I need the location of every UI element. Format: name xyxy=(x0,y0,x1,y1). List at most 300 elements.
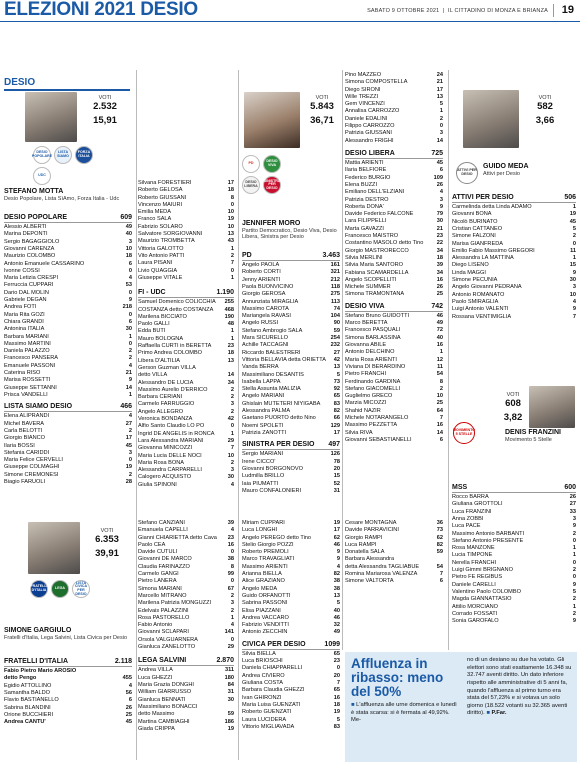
candidate-row xyxy=(4,224,132,231)
candidate-info-motta xyxy=(4,188,132,202)
candidate-row-name: Salvatore SORGIOVANNI xyxy=(138,231,203,238)
candidate-row xyxy=(138,600,234,607)
candidate-row-name: Gerson Guzman VILLA xyxy=(138,364,196,371)
candidate-row-name: Veronica BONDANZA xyxy=(138,416,193,423)
candidate-row-votes: 99 xyxy=(227,571,234,578)
party-header xyxy=(242,441,340,450)
candidate-row-votes: 7 xyxy=(439,414,443,421)
candidate-row-votes: 3 xyxy=(572,516,576,522)
candidate-row xyxy=(138,593,234,600)
candidate-row-name: Marilena BICCIATO xyxy=(138,313,187,320)
party-list-attivi xyxy=(452,190,576,321)
candidate-row-votes: 2 xyxy=(230,607,234,614)
candidate-row-name: Maurizio COLOMBO xyxy=(4,253,56,260)
candidate-row xyxy=(242,386,340,393)
candidate-row xyxy=(138,321,234,328)
candidate-row-votes: 82 xyxy=(333,571,340,578)
square-bullet-icon: ■ xyxy=(351,702,355,708)
votes-percent: 3,82 xyxy=(503,412,523,424)
candidate-row-name: Stefano GIACOMELLI xyxy=(345,385,401,392)
candidate-row-name: Roberto GELOSA xyxy=(138,187,183,194)
candidate-row-votes: 25 xyxy=(436,400,443,407)
candidate-row-votes: 11 xyxy=(570,247,576,254)
candidate-row-votes: 13 xyxy=(333,364,340,371)
candidate-row xyxy=(242,473,340,480)
candidate-row-name: Maurizio TROMBETTA xyxy=(138,238,195,245)
candidate-row xyxy=(138,195,234,202)
column-divider xyxy=(448,70,449,650)
candidate-row-votes: 45 xyxy=(569,218,576,225)
candidate-row-votes: 48 xyxy=(227,321,234,328)
candidate-row-name: Angelo RUSSI xyxy=(242,320,279,327)
candidate-row-votes: 19 xyxy=(333,520,340,526)
candidate-row-votes: 4 xyxy=(230,622,234,629)
candidate-row xyxy=(345,527,443,534)
candidate-row-name: Giovanna MINICOZZI xyxy=(138,445,193,452)
candidate-row-name: Silvia Maria SANTORO xyxy=(345,262,404,269)
candidate-row-name: Linda MAGGI xyxy=(452,269,486,276)
candidate-row-votes: 4 xyxy=(128,362,132,369)
candidate-row-votes: 22 xyxy=(436,240,443,247)
candidate-row-name: Davide Federico FALCONE xyxy=(345,211,414,218)
candidate-row xyxy=(242,717,340,724)
candidate-row-name: Alessandra LA MATTINA xyxy=(452,255,514,262)
candidate-row-name: Silvia RIVA xyxy=(345,429,373,436)
candidate-row-name: Vittoria BELLAVIA detta ORIETTA xyxy=(242,356,326,363)
candidate-row-name: Marina DEPONTI xyxy=(4,231,48,238)
candidate-row-name: Sonia GAROFALO xyxy=(452,618,499,625)
candidate-row xyxy=(345,400,443,407)
candidate-row xyxy=(242,335,340,342)
candidate-row-name: William GIARRUSSO xyxy=(138,689,192,696)
candidate-row-votes: 212 xyxy=(330,276,340,283)
candidate-row xyxy=(138,467,234,474)
candidate-row-votes: 36 xyxy=(436,520,443,526)
candidate-row-votes: 275 xyxy=(330,291,340,298)
candidate-row xyxy=(138,682,234,689)
candidate-row-name: Alessandro FRIGHI xyxy=(345,137,394,144)
candidate-row xyxy=(138,438,234,445)
candidate-row xyxy=(345,87,443,94)
party-total: 466 xyxy=(120,403,132,411)
candidate-row xyxy=(345,101,443,108)
candidate-row-name: Luca FRANZINI xyxy=(452,508,492,515)
candidate-row xyxy=(138,350,234,357)
candidate-row xyxy=(452,531,576,538)
candidate-row-name: Barbara CERIANI xyxy=(138,394,183,401)
candidate-row-votes: 1 xyxy=(439,108,443,115)
candidate-row-votes: 45 xyxy=(125,442,132,449)
candidate-row xyxy=(4,464,132,471)
candidate-row-name: Andrea VACCARO xyxy=(242,614,289,621)
candidate-row-name: Alfio Santo Claudio LO PO xyxy=(138,423,205,430)
candidate-row xyxy=(452,226,576,233)
candidate-row xyxy=(242,695,340,702)
candidate-row-name: Patrizia ZANOTTI xyxy=(242,429,287,436)
candidate-row-name: COSTANZA detto COSTANZA xyxy=(138,306,214,313)
candidate-row-votes: 19 xyxy=(125,464,132,471)
candidate-row-name: Roberto CORTI xyxy=(242,269,281,276)
candidate-row xyxy=(138,260,234,267)
candidate-row-name: Flavio BASTIANELLO xyxy=(4,697,59,704)
candidate-row-name: Antonio Emanuele CASSARINO xyxy=(4,260,85,267)
candidate-row xyxy=(242,401,340,408)
udc-logo-icon: UDC xyxy=(33,167,51,185)
candidate-row xyxy=(345,72,443,79)
candidate-row-votes: 27 xyxy=(333,349,340,356)
candidate-row xyxy=(242,430,340,437)
candidate-row-votes: 5 xyxy=(336,371,340,378)
party-total: 497 xyxy=(328,441,340,449)
candidate-row-votes: 30 xyxy=(125,326,132,333)
column-divider xyxy=(238,70,239,760)
candidate-row-name: Nicolò BURINATO xyxy=(452,218,498,225)
candidate-row-votes: 13 xyxy=(227,357,234,364)
party-name: DESIO LIBERA xyxy=(345,149,395,157)
candidate-row xyxy=(4,450,132,457)
candidate-row-votes: 84 xyxy=(227,682,234,689)
candidate-row xyxy=(452,596,576,603)
candidate-row-votes: 0 xyxy=(128,457,132,464)
candidate-row xyxy=(345,284,443,291)
candidate-row-name: Gianni CHIARIETTA detto Cava xyxy=(138,534,217,541)
candidate-row xyxy=(345,226,443,233)
candidate-row xyxy=(345,386,443,393)
candidate-row xyxy=(138,445,234,452)
candidate-row-votes: 54 xyxy=(436,563,443,570)
candidate-row-name: detto VILLA xyxy=(138,372,168,379)
candidate-row xyxy=(138,358,234,365)
candidate-row-name: Edda BUTI xyxy=(138,328,166,335)
candidate-row-name: Luca BRIOSCHI xyxy=(242,658,283,665)
candidate-row xyxy=(452,204,576,211)
candidate-row xyxy=(138,365,234,372)
candidate-row xyxy=(4,253,132,260)
candidate-row-name: Lucia TIMPONE xyxy=(452,552,493,559)
candidate-row xyxy=(345,357,443,364)
candidate-row-name: Maria Grazia DONGHI xyxy=(138,682,194,689)
candidate-row xyxy=(452,560,576,567)
candidate-row-votes: 2 xyxy=(128,355,132,362)
candidate-row-name: Giorgio GEROSA xyxy=(242,291,286,298)
candidate-row xyxy=(4,268,132,275)
candidate-info-franzini xyxy=(505,429,577,443)
candidate-row-votes: 16 xyxy=(227,541,234,548)
candidate-row-name: Daniela PALAZZO xyxy=(4,348,50,355)
votes-label: VOTI xyxy=(100,528,114,534)
candidate-row-name: Luigi Gimmi BRIGNANO xyxy=(452,567,513,574)
candidate-row xyxy=(452,545,576,552)
candidate-row xyxy=(452,574,576,581)
candidate-row-votes: 62 xyxy=(333,534,340,541)
author-signature: P.Far. xyxy=(491,710,507,717)
candidate-info-gargiulo xyxy=(4,627,132,641)
party-logos-gargiulo xyxy=(30,580,100,598)
candidate-row xyxy=(452,299,576,306)
votes-count: 582 xyxy=(537,101,553,113)
candidate-row-name: Simona BARLASSINA xyxy=(345,334,401,341)
candidate-row-name: Massimo CAROTA xyxy=(242,305,289,312)
attivi-per-desio-logo-icon: ATTIVI PER DESIO xyxy=(456,162,478,184)
candidate-row-votes: 255 xyxy=(224,299,234,306)
candidate-row-name: Laura PISANI xyxy=(138,260,173,267)
desio-viva-logo-icon: DESIO VIVA xyxy=(263,155,281,173)
candidate-row-name: Massimo Antonio BARBANTI xyxy=(452,530,525,537)
candidate-row xyxy=(345,571,443,578)
candidate-row-name: Angelo PEREGO detto Tino xyxy=(242,534,312,541)
candidate-row-name: Orione BUCCHIERI xyxy=(4,711,54,718)
candidate-row-name: Fabiana SCAMARDELLA xyxy=(345,269,409,276)
candidate-row-votes: 3 xyxy=(439,196,443,203)
candidate-row-name: Wille TREZZI xyxy=(345,93,379,100)
candidate-row-votes: 49 xyxy=(125,224,132,231)
candidate-row-votes: 20 xyxy=(333,465,340,472)
candidate-row-votes: 10 xyxy=(436,393,443,400)
candidate-row-name: Angelo SCOPELLITI xyxy=(345,276,397,283)
m5s-logo-icon: MOVIMENTO 5 STELLE xyxy=(453,422,475,444)
candidate-row-name: Ilaria BOSSI xyxy=(4,442,35,449)
votes-box-motta xyxy=(78,95,132,126)
candidate-row xyxy=(4,370,132,377)
candidate-row xyxy=(452,611,576,618)
candidate-row-name: Gaetano PUORTO detto Nino xyxy=(242,415,316,422)
square-bullet-icon: ■ xyxy=(486,710,490,717)
candidate-row-votes: 18 xyxy=(436,254,443,261)
candidate-support: Movimento 5 Stelle xyxy=(505,437,552,444)
candidate-row xyxy=(345,108,443,115)
candidate-row-name: Giuseppe VITALE xyxy=(138,274,183,281)
candidate-row-name: Angelo ALLEGRO xyxy=(138,408,184,415)
candidate-row-name: Jenny ARIENTI xyxy=(242,276,281,283)
candidate-row xyxy=(242,459,340,466)
candidate-row-votes: 53 xyxy=(125,282,132,289)
candidate-row xyxy=(242,379,340,386)
candidate-row-votes: 7 xyxy=(439,571,443,578)
candidate-row-name: Giovanni BONA xyxy=(452,211,492,218)
candidate-row-votes: 9 xyxy=(572,581,576,588)
candidate-row xyxy=(242,608,340,615)
candidate-row xyxy=(4,363,132,370)
candidate-row xyxy=(138,726,234,733)
party-name: FI - UDC xyxy=(138,289,166,297)
civica-logo-icon: LISTA CIVICA PER DESIO xyxy=(72,580,90,598)
candidate-row xyxy=(452,589,576,596)
candidate-row-name: Daniele CARELLI xyxy=(452,581,496,588)
candidate-row-name: Michele SUMMER xyxy=(345,284,391,291)
candidate-row xyxy=(138,637,234,644)
candidate-row-votes: 62 xyxy=(436,534,443,541)
candidate-row-votes: 79 xyxy=(436,211,443,218)
candidate-row-votes: 12 xyxy=(436,356,443,363)
candidate-row xyxy=(242,651,340,658)
candidate-row-name: Costantino MASOLO detto Tino xyxy=(345,240,424,247)
candidate-row-name: Ivonne COSSI xyxy=(4,267,40,274)
candidate-row-votes: 19 xyxy=(227,216,234,223)
candidate-row-votes: 1 xyxy=(230,335,234,342)
candidate-row xyxy=(345,116,443,123)
candidate-row-name: Silvia MERLINI xyxy=(345,254,383,261)
page-header xyxy=(0,0,580,22)
town-label: DESIO xyxy=(4,77,36,88)
issue-date: SABATO 9 OTTOBRE 2021 xyxy=(367,8,440,14)
candidate-row-votes: 26 xyxy=(436,181,443,188)
candidate-row-votes: 54 xyxy=(436,371,443,378)
column-divider xyxy=(136,70,137,760)
candidate-row xyxy=(345,542,443,549)
candidate-row-name: Paolo SMIRAGLIA xyxy=(452,298,499,305)
candidate-row-name: Fabrizio SOLARO xyxy=(138,223,183,230)
candidate-row xyxy=(138,253,234,260)
candidate-row-votes: 23 xyxy=(436,233,443,240)
candidate-row xyxy=(138,675,234,682)
candidate-row-votes: 0 xyxy=(128,340,132,347)
candidate-row xyxy=(138,571,234,578)
candidate-row xyxy=(138,394,234,401)
candidate-row xyxy=(242,578,340,585)
candidate-row-name: Simone VALTORTA xyxy=(345,578,394,585)
candidate-row-name: Guglielmo GRECO xyxy=(345,393,393,400)
candidate-row-votes: 2 xyxy=(572,567,576,574)
candidate-row-votes: 66 xyxy=(333,415,340,422)
candidate-row xyxy=(138,268,234,275)
candidate-row-name: Luigi Antonio VALENTI xyxy=(452,306,509,313)
candidate-row-name: Giuseppe SETTANNI xyxy=(4,384,57,391)
candidate-row xyxy=(345,291,443,298)
candidate-row-name: Massimo PEZZETTA xyxy=(345,422,398,429)
candidate-row-votes: 30 xyxy=(569,277,576,284)
candidate-row-votes: 59 xyxy=(227,711,234,718)
candidate-row-votes: 34 xyxy=(436,247,443,254)
candidate-row xyxy=(452,618,576,625)
candidate-row-votes: 14 xyxy=(125,384,132,391)
candidate-row xyxy=(138,343,234,350)
candidate-row-votes: 17 xyxy=(125,435,132,442)
candidate-row-name: Marilena Patrizia MONGUZZI xyxy=(138,600,212,607)
candidate-row-name: Samuel Domenico COLICCHIA xyxy=(138,299,216,306)
candidate-row-votes: 3 xyxy=(128,449,132,456)
candidate-row xyxy=(4,385,132,392)
candidate-row-votes: 1 xyxy=(230,430,234,437)
candidate-row-name: Valentino Paolo COLOMBO xyxy=(452,588,521,595)
candidate-row xyxy=(345,393,443,400)
candidate-row xyxy=(138,527,234,534)
candidate-row xyxy=(242,687,340,694)
candidate-row xyxy=(138,224,234,231)
candidate-row-votes: 40 xyxy=(436,334,443,341)
candidate-row xyxy=(138,549,234,556)
candidate-row-name: Gem VINCENZI xyxy=(345,101,385,108)
candidate-row-votes: 82 xyxy=(333,408,340,415)
candidate-row xyxy=(138,564,234,571)
candidate-row xyxy=(4,697,132,704)
candidate-row-name: Livio QUAGGIA xyxy=(138,267,178,274)
party-name: DESIO POPOLARE xyxy=(4,214,68,221)
candidate-row-votes: 0 xyxy=(572,574,576,581)
party-list-pd xyxy=(242,248,340,495)
candidate-photo-gargiulo xyxy=(28,522,80,574)
candidate-row xyxy=(452,233,576,240)
candidate-row xyxy=(138,711,234,718)
votes-percent: 39,91 xyxy=(95,548,119,560)
candidate-row-votes: 190 xyxy=(224,313,234,320)
candidate-row-votes: 8 xyxy=(439,378,443,385)
candidate-row-votes: 2 xyxy=(230,592,234,599)
candidate-row-votes: 8 xyxy=(230,194,234,201)
candidate-row xyxy=(138,689,234,696)
candidate-support: Desio Popolare, Lista SìAmo, Forza Italia - Udc xyxy=(4,196,120,203)
candidate-row xyxy=(4,479,132,486)
candidate-name: STEFANO MOTTA xyxy=(4,188,64,195)
candidate-row xyxy=(138,586,234,593)
candidate-row-votes: 5 xyxy=(572,588,576,595)
candidate-row-name: Andrea FOTI xyxy=(4,304,37,311)
candidate-row xyxy=(4,304,132,311)
votes-count: 608 xyxy=(505,398,521,410)
candidate-row xyxy=(452,241,576,248)
candidate-row xyxy=(4,377,132,384)
candidate-row xyxy=(138,460,234,467)
candidate-row-name: Guido ORFANOTTI xyxy=(242,592,291,599)
candidate-row-name: Cesare MONTAGNA xyxy=(345,520,397,526)
candidate-row-votes: 2 xyxy=(128,348,132,355)
candidate-row-votes: 38 xyxy=(333,578,340,585)
candidate-row xyxy=(4,421,132,428)
candidate-row xyxy=(138,231,234,238)
candidate-row-name: Samantha BALDO xyxy=(4,690,51,696)
candidate-row xyxy=(4,312,132,319)
candidate-row xyxy=(345,233,443,240)
candidate-row-votes: 30 xyxy=(436,218,443,225)
candidate-row-name: Maria Rosa BONA xyxy=(138,459,185,466)
header-info: SABATO 9 OTTOBRE 2021 | IL CITTADINO DI MONZA E BRIANZA xyxy=(367,8,548,14)
desio-popolare-logo-icon: DESIO POPOLARE xyxy=(33,146,51,164)
candidate-row xyxy=(242,364,340,371)
votes-count: 6.353 xyxy=(95,534,119,546)
party-name: MSS xyxy=(452,484,468,491)
candidate-row-name: detto Pengo xyxy=(4,675,37,682)
party-list-fdi-continued xyxy=(138,520,234,733)
candidate-row-name: Andrea CANTU' xyxy=(4,719,46,726)
candidate-row-name: Elena ALIPRANDI xyxy=(4,413,50,420)
candidate-row xyxy=(4,719,132,726)
candidate-row-name: Davide CUTULI xyxy=(138,549,178,556)
candidate-row xyxy=(242,527,340,534)
candidate-row-name: Calogero ACQUISTO xyxy=(138,474,192,481)
candidate-row-name: Stefano Bruno GUIDOTTI xyxy=(345,312,410,319)
candidate-row xyxy=(4,297,132,304)
candidate-row-name: Ingrid DE ANGELIS in RONCA xyxy=(138,430,215,437)
candidate-row xyxy=(4,334,132,341)
candidate-support: Partito Democratico, Desio Viva, Desio Libera, Sinistra per Desio xyxy=(242,228,337,241)
candidate-row xyxy=(452,582,576,589)
candidate-row-name: Lara FILIPPELLI xyxy=(345,218,387,225)
candidate-row-votes: 32 xyxy=(333,622,340,629)
candidate-row xyxy=(345,204,443,211)
candidate-row-name: Alessio ALBERTI xyxy=(4,224,47,231)
candidate-row xyxy=(138,202,234,209)
candidate-row xyxy=(345,437,443,444)
party-header xyxy=(345,303,443,312)
candidate-row-votes: 42 xyxy=(333,356,340,363)
candidate-row xyxy=(242,615,340,622)
candidate-row-name: Antonio ROMANATO xyxy=(452,291,505,298)
candidate-row-votes: 141 xyxy=(224,629,234,636)
candidate-row-votes: 31 xyxy=(333,487,340,494)
candidate-row-votes: 10 xyxy=(227,223,234,230)
candidate-row-name: Biagio FARUOLI xyxy=(4,479,46,486)
candidate-row-votes: 26 xyxy=(569,494,576,501)
candidate-row-name: Ferruccia CUPPARI xyxy=(4,282,54,289)
